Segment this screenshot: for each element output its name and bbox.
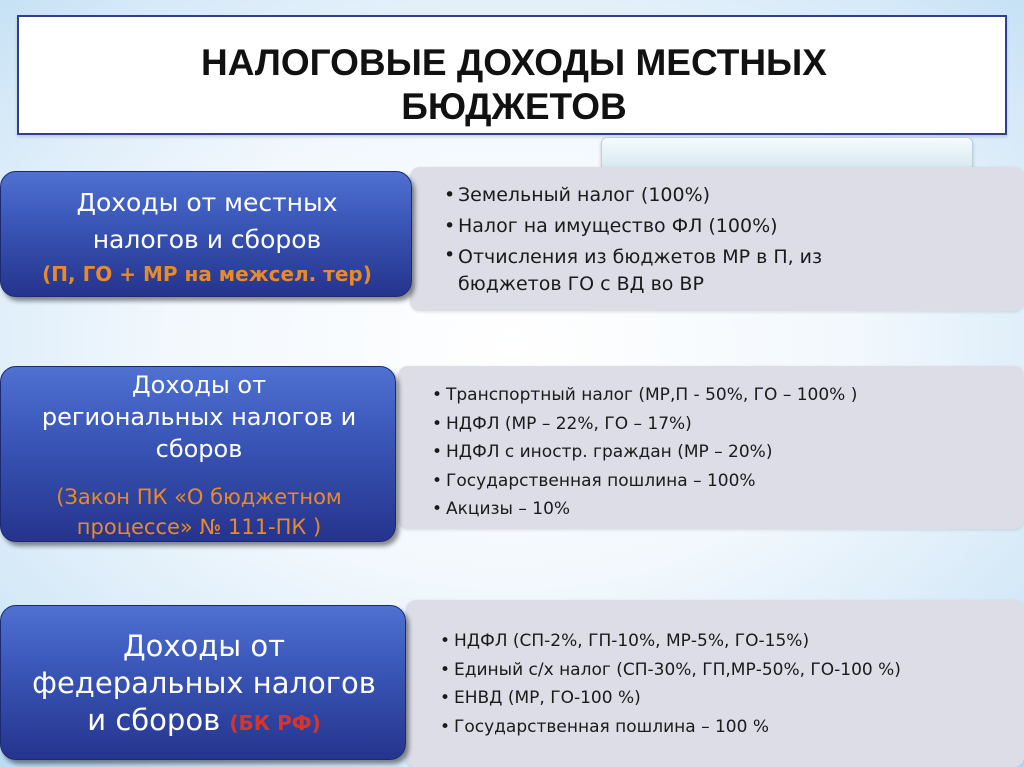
heading-line: сборов [155,435,243,463]
heading-line: налогов и сборов [92,225,322,254]
heading-note [1,482,397,542]
list-item: • ЕНВД (МР, ГО-100 %) [440,684,1010,713]
heading-line: региональных налогов и [41,403,357,431]
page-title [19,41,1009,129]
heading-line: Доходы от местных [76,188,338,217]
list-item: • Земельный налог (100%) [444,180,924,211]
list-item: • НДФЛ (МР – 22%, ГО – 17%) [432,410,992,439]
note-line: (Закон ПК «О бюджетном [56,485,342,509]
note-line: процессе» № 111-ПК ) [76,515,322,539]
items-list-local [444,180,924,298]
list-item: • Единый с/х налог (СП-30%, ГП,МР-50%, ГО-100 %) [440,656,1010,685]
list-item: • Акцизы – 10% [432,495,992,524]
list-item: • Налог на имущество ФЛ (100%) [444,211,924,242]
list-item: • Государственная пошлина – 100 % [440,713,1010,742]
list-item: • Государственная пошлина – 100% [432,467,992,496]
heading-line: Доходы от [131,371,267,399]
section-heading-federal [0,605,406,760]
list-item: • НДФЛ (СП-2%, ГП-10%, МР-5%, ГО-15%) [440,627,1010,656]
section-heading-regional [0,366,396,542]
title-box [17,15,1007,135]
list-item: • Транспортный налог (МР,П - 50%, ГО – 100% ) [432,381,992,410]
heading-line: и сборов [87,703,221,737]
heading-note: (П, ГО + МР на межсел. тер) [42,262,372,286]
heading-line-last [1,702,407,742]
section-heading-local [0,171,412,297]
items-list-federal [440,627,1010,741]
title-line-2: БЮДЖЕТОВ [401,86,627,127]
items-list-regional [432,381,992,524]
heading-line: Доходы от [122,629,286,663]
heading-line: федеральных налогов [32,666,376,700]
title-line-1: НАЛОГОВЫЕ ДОХОДЫ МЕСТНЫХ [201,42,827,83]
heading-note: (БК РФ) [229,711,321,735]
list-item: • Отчисления из бюджетов МР в П, из бюджетов ГО с ВД во ВР [444,242,924,298]
list-item: • НДФЛ с иностр. граждан (МР – 20%) [432,438,992,467]
